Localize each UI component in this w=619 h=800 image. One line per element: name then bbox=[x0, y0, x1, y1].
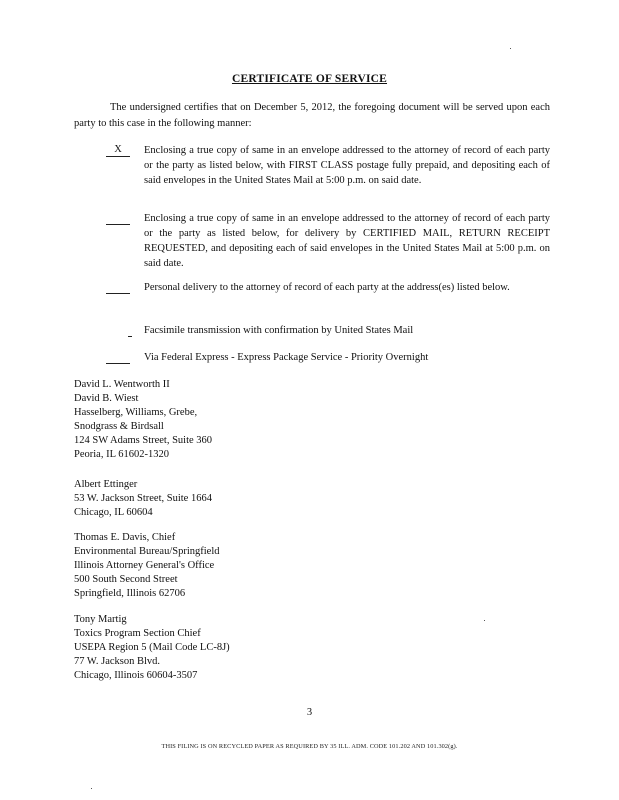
page-title: CERTIFICATE OF SERVICE bbox=[231, 73, 388, 85]
recipient-address-block bbox=[74, 613, 230, 683]
scan-speck bbox=[91, 788, 92, 789]
recipient-office: USEPA Region 5 (Mail Code LC-8J) bbox=[74, 642, 230, 653]
recipient-office: Illinois Attorney General's Office bbox=[74, 560, 215, 571]
service-method-personal-delivery bbox=[106, 280, 550, 295]
recipient-city: Peoria, IL 61602-1320 bbox=[74, 449, 169, 460]
service-method-checkbox-blank bbox=[106, 211, 130, 225]
recipient-city: Springfield, Illinois 62706 bbox=[74, 588, 186, 599]
service-method-text: Via Federal Express - Express Package Service - Priority Overnight bbox=[144, 352, 429, 363]
recipient-city: Chicago, IL 60604 bbox=[74, 507, 153, 518]
recipient-name: Thomas E. Davis, Chief bbox=[74, 532, 176, 543]
recipient-name: Tony Martig bbox=[74, 614, 127, 625]
recycled-paper-footer: THIS FILING IS ON RECYCLED PAPER AS REQUIRED BY 35 ILL. ADM. CODE 101.202 AND 101.302(g). bbox=[161, 743, 458, 750]
recipient-name: David L. Wentworth II bbox=[74, 379, 170, 390]
recipient-firm: Hasselberg, Williams, Grebe, bbox=[74, 407, 198, 418]
recipient-address-block bbox=[74, 378, 212, 462]
recipient-city: Chicago, Illinois 60604-3507 bbox=[74, 670, 198, 681]
service-method-federal-express bbox=[106, 350, 550, 365]
service-method-first-class-mail bbox=[106, 143, 550, 188]
service-method-text: Personal delivery to the attorney of record of each party at the address(es) listed below. bbox=[144, 282, 510, 293]
service-method-certified-mail bbox=[106, 211, 550, 271]
recipient-street: 53 W. Jackson Street, Suite 1664 bbox=[74, 493, 212, 504]
service-method-text: Enclosing a true copy of same in an envelope addressed to the attorney of record of each party or the party as listed below, with FIRST CLASS postage fully prepaid, and depositing each of said envelopes in the United States Mail at 5:00 p.m. on said date. bbox=[144, 145, 550, 186]
recipient-department: Environmental Bureau/Springfield bbox=[74, 546, 220, 557]
service-method-text: Facsimile transmission with confirmation by United States Mail bbox=[144, 325, 414, 336]
recipient-street: 500 South Second Street bbox=[74, 574, 178, 585]
recipient-street: 77 W. Jackson Blvd. bbox=[74, 656, 161, 667]
service-method-checkbox-blank bbox=[106, 280, 130, 294]
page-number: 3 bbox=[306, 707, 313, 718]
service-method-checkbox-blank bbox=[128, 323, 132, 337]
intro-paragraph: The undersigned certifies that on December 5, 2012, the foregoing document will be served upon each party to this case in the following manner: bbox=[74, 102, 550, 129]
scan-speck bbox=[510, 48, 511, 49]
service-method-facsimile bbox=[106, 323, 550, 338]
recipient-address-block bbox=[74, 531, 220, 601]
recipient-firm: Snodgrass & Birdsall bbox=[74, 421, 164, 432]
service-method-checkbox-blank bbox=[106, 350, 130, 364]
recipient-name: Albert Ettinger bbox=[74, 479, 138, 490]
recipient-street: 124 SW Adams Street, Suite 360 bbox=[74, 435, 213, 446]
recipient-address-block bbox=[74, 478, 212, 520]
recipient-name: David B. Wiest bbox=[74, 393, 139, 404]
service-method-text: Enclosing a true copy of same in an envelope addressed to the attorney of record of each party or the party as listed below, for delivery by CERTIFIED MAIL, RETURN RECEIPT REQUESTED, and depositing each of said envelopes in the United States Mail at 5:00 p.m. on said date. bbox=[144, 213, 550, 269]
recipient-title: Toxics Program Section Chief bbox=[74, 628, 201, 639]
service-method-checkbox-blank: X bbox=[106, 143, 130, 157]
scan-speck bbox=[484, 620, 485, 621]
